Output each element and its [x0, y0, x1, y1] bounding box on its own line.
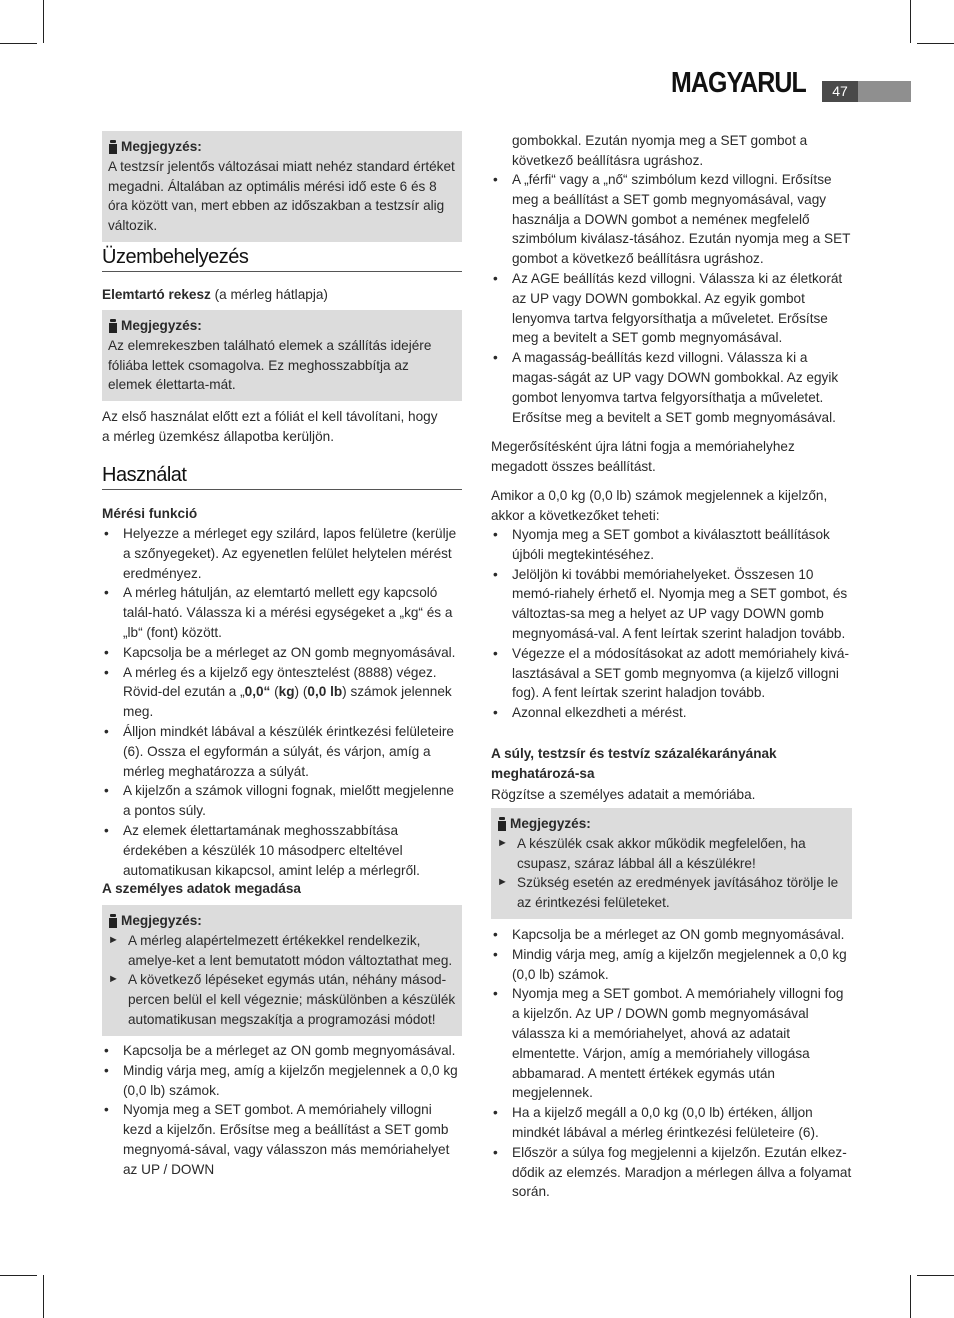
list-item: • Az elemek élettartamának meghosszabbítása érdekében a készülék 10 másodperc elteltével automatikusan kikapcsol, amint lelép a mérlegről.	[102, 821, 462, 880]
list-item: • Nyomja meg a SET gombot. A memóriahely villogni kezd a kijelzőn. Erősítse meg a beállítást a SET gomb megnyomá-sával, vagy válasszon más memóriahelyet az UP / DOWN	[102, 1100, 462, 1179]
note-text: Az elemrekeszben található elemek a szállítás idejére fóliába lettek csomagolva. Ez meghosszabbítja az elemek élettarta-mát.	[108, 337, 432, 393]
bullet-list	[102, 1041, 462, 1180]
list-item: • Azonnal elkezdheti a mérést.	[491, 703, 852, 723]
list-item: • Végezze el a módosításokat az adott memóriahely kivá-lasztásával a SET gomb megnyomva (a kijelző villogni fog). A fent leírtak szerint haladjon tovább.	[491, 644, 852, 703]
sub-heading: A személyes adatok megadása	[102, 881, 301, 896]
sub-heading: Mérési funkció	[102, 506, 198, 521]
page-number: 47	[822, 81, 858, 102]
note-title: Megjegyzés:	[108, 316, 456, 336]
list-item: • Az AGE beállítás kezd villogni. Válassza ki az életkorát az UP vagy DOWN gombokkal. Az egyik gombot lenyomva tartva felgyorsíthatja a műveletet. Erősítse meg a bevitelt a SET gomb megnyomásával.	[491, 269, 852, 348]
bullet-list	[491, 525, 852, 723]
paragraph: Amikor a 0,0 kg (0,0 lb) számok megjelennek a kijelzőn, akkor a következőket teheti:	[491, 488, 828, 523]
page-number-bar	[858, 81, 911, 102]
crop-mark	[43, 0, 44, 43]
list-item: • A „férfi“ vagy a „nő“ szimbólum kezd villogni. Erősítse meg a beállítást a SET gomb megnyomásával, vagy használja a DOWN gombot a neméneк megfelelő szimbólum kiválasz-tásához. Ezután nyomja meg a SET gombot a következő beállításra ugráshoz.	[491, 170, 852, 269]
note-box	[102, 905, 462, 1036]
list-item: ► A készülék csak akkor működik megfelelően, ha csupasz, száraz lábbal áll a készülékre!	[497, 834, 846, 874]
note-list	[497, 834, 846, 913]
crop-mark	[0, 43, 37, 44]
note-list	[108, 931, 456, 1030]
list-item: • Mindig várja meg, amíg a kijelzőn megjelennek a 0,0 kg (0,0 lb) számok.	[491, 945, 852, 985]
list-item: • Jelöljön ki további memóriahelyeket. Összesen 10 memó-riahely érhető el. Nyomja meg a SET gombot, és változtas-sa meg a helyet az UP vagy DOWN gomb megnyomásá-val. A fent leírtak szerint haladjon tovább.	[491, 565, 852, 644]
page-header-title: MAGYARUL	[671, 67, 806, 99]
list-item: • Kapcsolja be a mérleget az ON gomb megnyomásával.	[491, 925, 852, 945]
sub-heading: A súly, testzsír és testvíz százalékarányának meghatározá-sa	[491, 746, 777, 781]
battery-compartment: Elemtartó rekesz (a mérleg hátlapja)	[102, 287, 328, 302]
list-item: • A kijelzőn a számok villogni fognak, mielőtt megjelenne a pontos súly.	[102, 781, 462, 821]
crop-mark	[910, 0, 911, 43]
list-item: • A magasság-beállítás kezd villogni. Válassza ki a magas-ságát az UP vagy DOWN gombokkal. Az egyik gombot lenyomva tartva felgyorsíthatja a műveletet. Erősítse meg a bevitelt a SET gomb megnyomásával.	[491, 348, 852, 427]
bullet-list	[491, 925, 852, 1202]
note-title: Megjegyzés:	[108, 137, 456, 157]
note-title: Megjegyzés:	[497, 814, 846, 834]
note-title: Megjegyzés:	[108, 911, 456, 931]
bullet-list	[491, 170, 852, 427]
list-item: ► Szükség esetén az eredmények javításához törölje le az érintkezési felületeket.	[497, 873, 846, 913]
list-item: • Álljon mindkét lábával a készülék érintkezési felületeire (6). Ossza el egyformán a súlyát, és várjon, amíg a mérleg meghatározza a súlyát.	[102, 722, 462, 781]
crop-mark	[917, 1275, 954, 1276]
list-item: • Helyezze a mérleget egy szilárd, lapos felületre (kerülje a szőnyegeket). Az egyenetlen felület helytelen mérést eredményez.	[102, 524, 462, 583]
note-box	[491, 808, 852, 919]
crop-mark	[0, 1275, 37, 1276]
list-item: • Először a súlya fog megjelenni a kijelzőn. Ezután elkez-dődik az elemzés. Maradjon a mérlegen állva a folyamat során.	[491, 1143, 852, 1202]
info-icon	[108, 319, 118, 333]
list-item: • Mindig várja meg, amíg a kijelzőn megjelennek a 0,0 kg (0,0 lb) számok.	[102, 1061, 462, 1101]
crop-mark	[917, 43, 954, 44]
list-item: • A mérleg hátulján, az elemtartó mellett egy kapcsoló talál-ható. Válassza ki a mérési egységeket a „kg“ és a „lb“ (font) között.	[102, 583, 462, 642]
note-text: A testzsír jelentős változásai miatt nehéz standard értéket megadni. Általában az optimális mérési idő este 6 és 8 óra között van, mert ebben az időszakban a testzsír alig változik.	[108, 158, 455, 234]
bullet-list	[102, 524, 462, 880]
info-icon	[108, 914, 118, 928]
section-heading: Használat	[102, 466, 462, 490]
crop-mark	[43, 1275, 44, 1318]
section-heading: Üzembehelyezés	[102, 248, 462, 272]
list-item: • A mérleg és a kijelző egy öntesztelést (8888) végez. Rövid-del ezután a „0,0“ (kg) (0,0 lb) számok jelennek meg.	[102, 663, 462, 722]
note-box	[102, 131, 462, 242]
list-item: ► A mérleg alapértelmezett értékekkel rendelkezik, amelye-ket a lent bemutatott módon változtathat meg.	[108, 931, 456, 971]
info-icon	[108, 140, 118, 154]
paragraph: gombokkal. Ezután nyomja meg a SET gombot a következő beállításra ugráshoz.	[512, 133, 808, 168]
list-item: ► A következő lépéseket egymás után, néhány másod-percen belül el kell végeznie; máskülönben a készülék automatikusan megszakítja a programozási módot!	[108, 970, 456, 1029]
note-box	[102, 310, 462, 401]
list-item: • Ha a kijelző megáll a 0,0 kg (0,0 lb) értéken, álljon mindkét lábával a mérleg érintkezési felületeire (6).	[491, 1103, 852, 1143]
list-item: • Kapcsolja be a mérleget az ON gomb megnyomásával.	[102, 643, 462, 663]
list-item: • Nyomja meg a SET gombot. A memóriahely villogni fog a kijelzőn. Az UP / DOWN gomb megnyomásával válassza ki a memóriahelyet, ahová az adatait elmentette. Várjon, amíg a memóriahely villogása abbamarad. A mentett értékek egymás után megjelennek.	[491, 984, 852, 1103]
paragraph: Megerősítésként újra látni fogja a memóriahelyhez megadott összes beállítást.	[491, 439, 795, 474]
paragraph: Rögzítse a személyes adatait a memóriába.	[491, 787, 756, 802]
list-item: • Nyomja meg a SET gombot a kiválasztott beállítások újbóli megtekintéséhez.	[491, 525, 852, 565]
paragraph: Az első használat előtt ezt a fóliát el kell távolítani, hogy a mérleg üzemkész állapotba kerüljön.	[102, 409, 438, 444]
info-icon	[497, 817, 507, 831]
list-item: • Kapcsolja be a mérleget az ON gomb megnyomásával.	[102, 1041, 462, 1061]
crop-mark	[910, 1275, 911, 1318]
